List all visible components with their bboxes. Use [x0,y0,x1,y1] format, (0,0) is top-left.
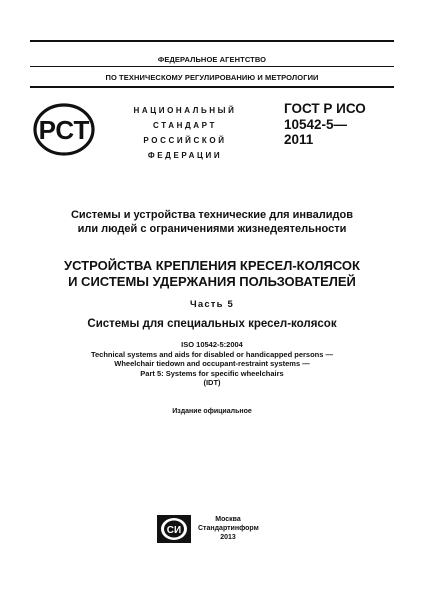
designation-line: ГОСТ Р ИСО [284,101,366,116]
publisher-name: Стандартинформ [198,525,259,532]
international-equivalent [20,340,404,388]
publisher-info [198,515,258,542]
publisher-city: Москва [215,516,241,523]
designation-line: 10542-5— [284,116,348,132]
publication-year: 2013 [220,534,236,541]
english-line: Technical systems and aids for disabled or handicapped persons — [90,349,333,359]
publisher-logo-text: СИ [166,525,182,536]
main-title-line: УСТРОЙСТВА КРЕПЛЕНИЯ КРЕСЕЛ-КОЛЯСОК [64,258,360,273]
document-main-title [20,258,404,290]
national-line: СТАНДАРТ [153,121,217,130]
part-title: Системы для специальных кресел-колясок [87,318,337,330]
english-line: Wheelchair tiedown and occupant-restraint systems — [114,359,310,369]
main-title-line: И СИСТЕМЫ УДЕРЖАНИЯ ПОЛЬЗОВАТЕЛЕЙ [68,274,356,289]
national-line: НАЦИОНАЛЬНЫЙ [133,106,237,115]
subtitle-line: Системы и устройства технические для инвалидов [70,209,354,221]
standard-designation [284,101,394,148]
english-line: Part 5: Systems for specific wheelchairs [140,368,284,378]
agency-name-line-1: ФЕДЕРАЛЬНОЕ АГЕНТСТВО [157,55,267,64]
agency-name-line-2: ПО ТЕХНИЧЕСКОМУ РЕГУЛИРОВАНИЮ И МЕТРОЛОГИИ [105,73,319,82]
designation-line: 2011 [284,132,314,147]
national-line: РОССИЙСКОЙ [143,136,227,145]
middle-rule [30,66,394,67]
english-line: ISO 10542-5:2004 [181,340,243,349]
subtitle-line: или людей с ограничениями жизнедеятельности [77,223,347,235]
top-rule [30,40,394,42]
rst-logo-icon [33,103,95,156]
logo-text: РСТ [38,115,90,145]
lower-rule [30,86,394,88]
edition-note: Издание официальное [172,408,252,415]
english-line: (IDT) [203,378,221,388]
document-subtitle [20,208,404,236]
national-line: ФЕДЕРАЦИИ [147,151,223,160]
part-label: Часть 5 [189,299,235,310]
standartinform-logo-icon [156,514,192,544]
national-standard-label [116,103,254,163]
